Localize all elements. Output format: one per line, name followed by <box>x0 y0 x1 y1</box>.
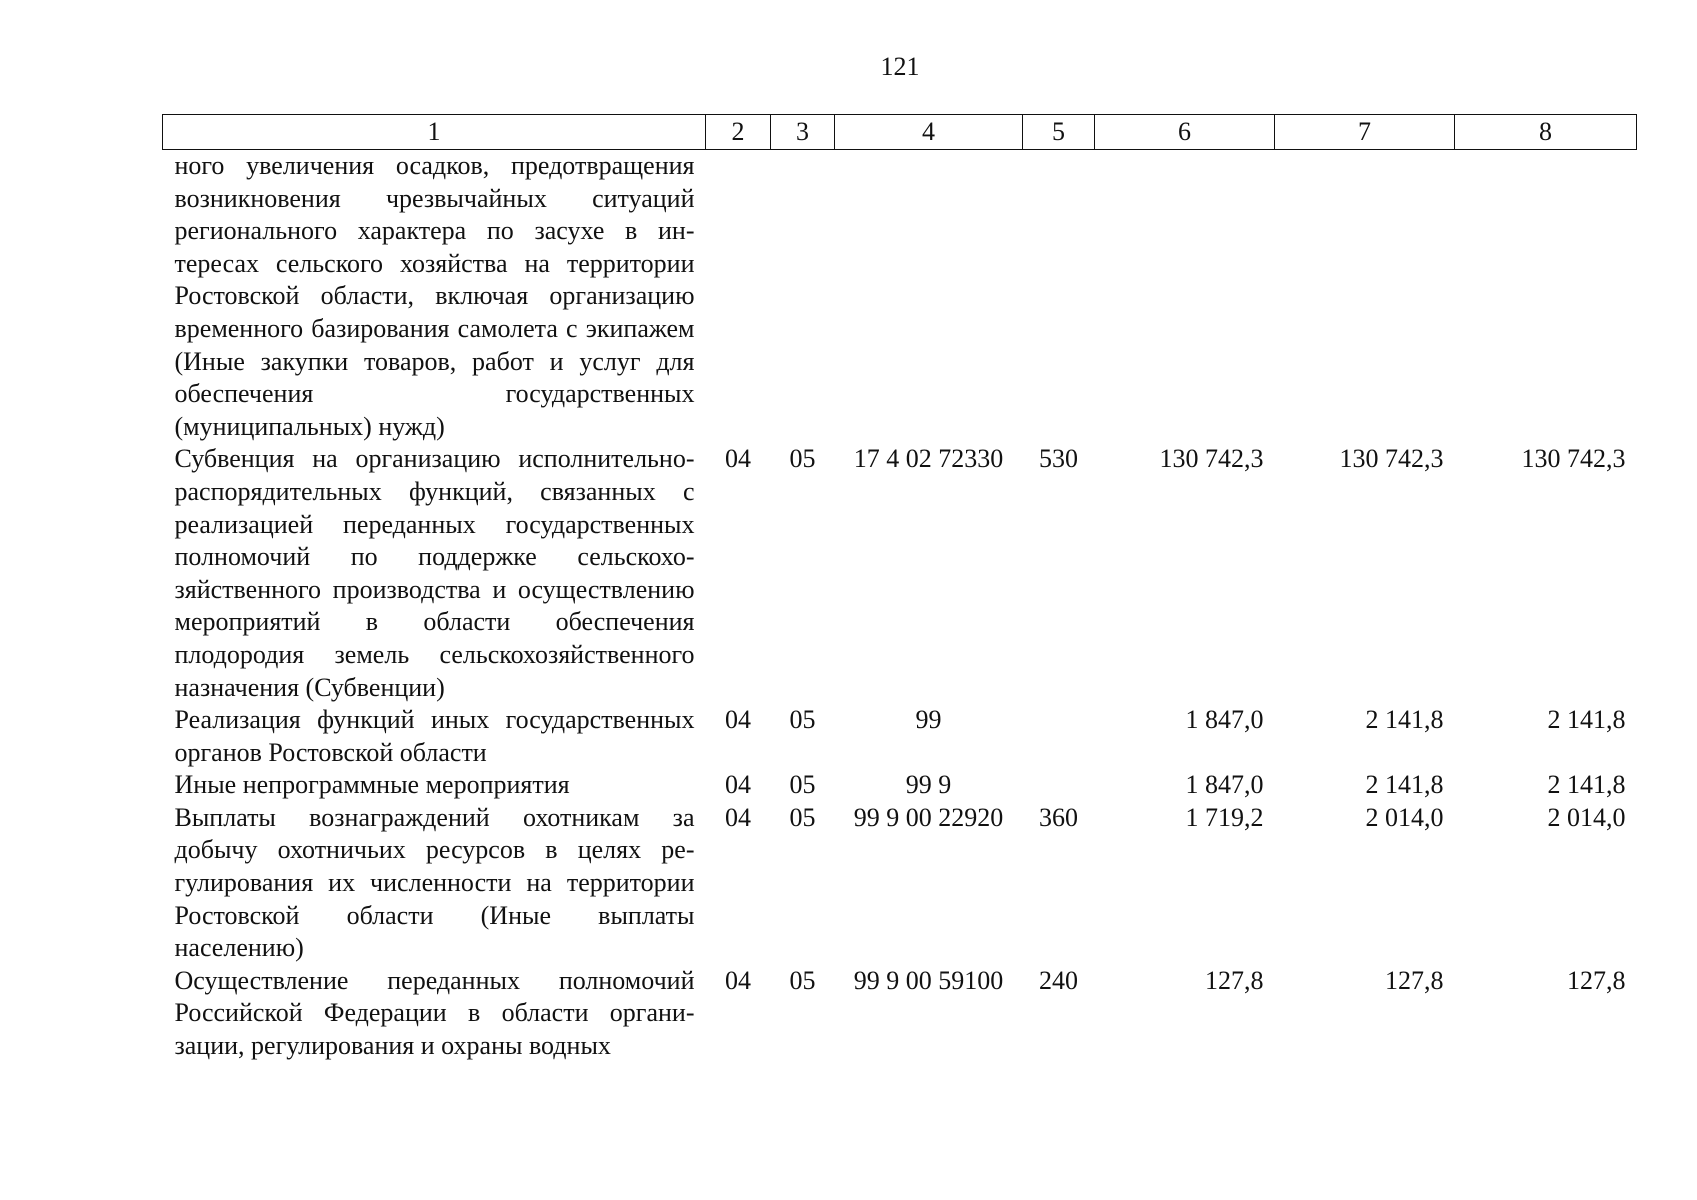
row-amount-3 <box>1455 150 1637 444</box>
row-amount-2: 2 141,8 <box>1365 705 1444 735</box>
row-description: Реализация функций иных государственных органов Ростовской области <box>174 705 695 767</box>
row-amount-3: 127,8 <box>1567 965 1626 995</box>
row-amount-3: 130 742,3 <box>1521 444 1626 474</box>
row-amount-2 <box>1275 150 1455 444</box>
row-target-article: 99 9 00 22920 <box>853 802 1004 832</box>
row-amount-1: 130 742,3 <box>1159 444 1264 474</box>
page-number: 121 <box>880 52 920 81</box>
row-section: 04 <box>725 705 751 735</box>
row-expense-type <box>1023 704 1095 769</box>
row-section: 04 <box>725 802 751 832</box>
column-header-8: 8 <box>1455 115 1637 150</box>
column-header-1: 1 <box>163 115 706 150</box>
column-header-4: 4 <box>835 115 1023 150</box>
table-header <box>163 115 1637 150</box>
row-target-article: 99 9 00 59100 <box>853 965 1004 995</box>
row-amount-1 <box>1095 150 1275 444</box>
row-amount-2: 127,8 <box>1385 965 1444 995</box>
row-amount-2: 2 141,8 <box>1365 770 1444 800</box>
row-subsection: 05 <box>789 444 816 474</box>
row-expense-type: 240 <box>1039 965 1078 995</box>
row-section: 04 <box>725 770 751 800</box>
column-header-3: 3 <box>771 115 835 150</box>
row-target-article: 99 9 <box>905 770 952 800</box>
budget-table <box>162 114 1637 1063</box>
table-row <box>163 965 1637 1063</box>
row-amount-3: 2 141,8 <box>1547 770 1626 800</box>
row-amount-1: 1 847,0 <box>1185 705 1264 735</box>
column-header-7: 7 <box>1275 115 1455 150</box>
table-row <box>163 443 1637 704</box>
row-expense-type <box>1023 769 1095 802</box>
row-description: Иные непрограммные мероприятия <box>174 770 570 800</box>
row-target-article: 99 <box>915 705 942 735</box>
row-amount-3: 2 014,0 <box>1547 802 1626 832</box>
row-expense-type <box>1023 150 1095 444</box>
row-amount-1: 1 847,0 <box>1185 770 1264 800</box>
row-description: Выплаты вознаграждений охотникам за добычу охотничьих ресурсов в целях регулирования их численности на территории Ростовской области (Иные выплаты населению) <box>174 802 695 963</box>
row-subsection: 05 <box>789 802 816 832</box>
table-row <box>163 150 1637 444</box>
table-row <box>163 802 1637 965</box>
row-subsection: 05 <box>789 705 816 735</box>
row-description: Осуществление переданных полномочий Российской Федерации в области организации, регулирования и охраны водных <box>174 965 695 1061</box>
row-amount-2: 130 742,3 <box>1339 444 1444 474</box>
row-amount-3: 2 141,8 <box>1547 705 1626 735</box>
header-row <box>163 115 1637 150</box>
row-target-article <box>835 150 1023 444</box>
row-subsection: 05 <box>789 965 816 995</box>
row-amount-2: 2 014,0 <box>1365 802 1444 832</box>
row-description: ного увеличения осадков, предотвращения возникновения чрезвычайных ситуаций регионального характера по засухе в интересах сельского хозяйства на территории Ростовской области, включая организацию временного базирования самолета с экипажем (Иные закупки товаров, работ и услуг для обеспечения государственных (муниципальных) нужд) <box>174 151 695 441</box>
table-row <box>163 769 1637 802</box>
row-subsection: 05 <box>789 770 816 800</box>
row-section <box>706 150 771 444</box>
row-description: Субвенция на организацию исполнительно-распорядительных функций, связанных с реализацией переданных государственных полномочий по поддержке сельскохозяйственного производства и осуществлению мероприятий в области обеспечения плодородия земель сельскохозяйственного назначения (Субвенции) <box>174 444 695 702</box>
row-amount-1: 127,8 <box>1205 965 1264 995</box>
column-header-2: 2 <box>706 115 771 150</box>
column-header-6: 6 <box>1095 115 1275 150</box>
row-subsection <box>771 150 835 444</box>
row-section: 04 <box>725 965 751 995</box>
row-expense-type: 360 <box>1039 802 1078 832</box>
row-section: 04 <box>725 444 751 474</box>
row-target-article: 17 4 02 72330 <box>853 444 1004 474</box>
column-header-5: 5 <box>1023 115 1095 150</box>
row-amount-1: 1 719,2 <box>1185 802 1264 832</box>
row-expense-type: 530 <box>1039 444 1078 474</box>
table-row <box>163 704 1637 769</box>
